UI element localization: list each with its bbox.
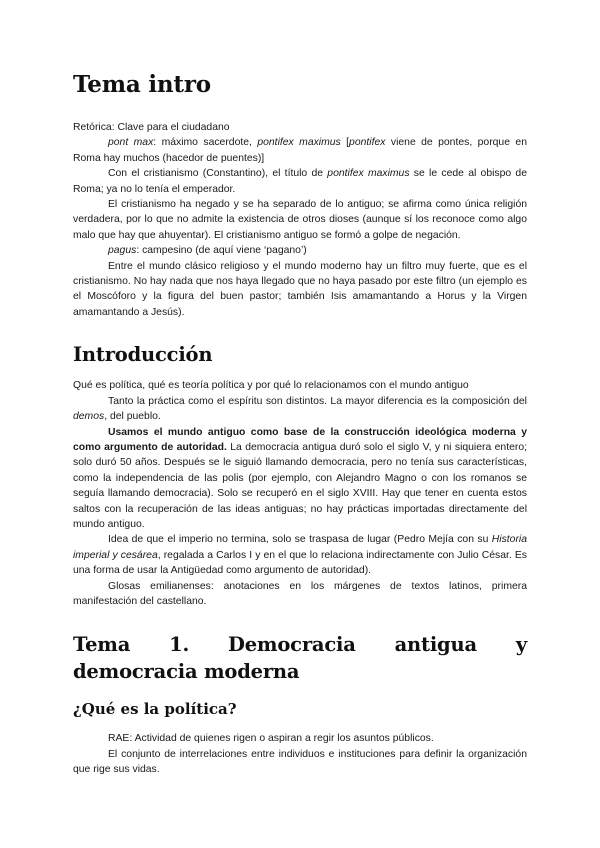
- paragraph-interrelaciones: El conjunto de interrelaciones entre individuos e instituciones para definir la organización que rige sus vidas.: [73, 748, 527, 776]
- term-pagus: pagus: [108, 245, 137, 257]
- paragraph-rae: RAE: Actividad de quienes rigen o aspiran a regir los asuntos públicos.: [108, 733, 434, 745]
- term-demos: demos: [73, 411, 105, 423]
- page-title: Tema intro: [73, 71, 211, 98]
- paragraph-cristianismo: El cristianismo ha negado y se ha separado de lo antiguo; se afirma como única religión verdadera, por lo que no admite la existencia de otros dioses (aunque sí los reconoce como algo malo que hay que ahuyentar). El cristianismo antiguo se formó a golpe de negación.: [73, 199, 527, 241]
- paragraph-constantino: Con el cristianismo (Constantino), el título de pontifex maximus se le cede al obispo de Roma; ya no lo tenía el emperador.: [73, 168, 527, 195]
- term-pont-max: pont max: [108, 137, 154, 149]
- paragraph-filtro: Entre el mundo clásico religioso y el mundo moderno hay un filtro muy fuerte, que es el cristianismo. No hay nada que nos haya llegado que no haya pasado por este filtro (un ejemplo es el Moscóforo y la figura del buen pastor; también Isis amamantando a Horus y la Virgen amamantando a Jesús).: [73, 260, 527, 318]
- paragraph-demos: Tanto la práctica como el espíritu son distintos. La mayor diferencia es la composición del demos, del pueblo.: [73, 395, 527, 423]
- paragraph-pont-max: pont max: máximo sacerdote, pontifex maximus [pontifex viene de pontes, porque en Roma hay muchos (hacedor de puentes)]: [73, 137, 527, 164]
- term-pontifex: pontifex: [349, 137, 386, 149]
- bold-statement: Usamos el mundo antiguo como base de la construcción ideológica moderna y como argumento de autoridad.: [73, 426, 527, 453]
- term-pontifex-maximus: pontifex maximus: [257, 137, 341, 149]
- term-pontifex-maximus-2: pontifex maximus: [327, 168, 410, 180]
- paragraph-retorica: Retórica: Clave para el ciudadano: [73, 122, 230, 133]
- term-historia-imperial: Historia imperial y cesárea: [73, 534, 527, 561]
- paragraph-imperio: Idea de que el imperio no termina, solo se traspasa de lugar (Pedro Mejía con su Historia imperial y cesárea, regalada a Carlos I y en el que lo relaciona indirectamente con Julio César. Es una forma de usar la Antigüedad como argumento de autoridad).: [73, 534, 528, 577]
- paragraph-que-es-politica: Qué es política, qué es teoría política y por qué lo relacionamos con el mundo antiguo: [73, 380, 469, 392]
- subheading-que-es-la-politica: ¿Qué es la política?: [73, 700, 237, 719]
- paragraph-glosas: Glosas emilianenses: anotaciones en los márgenes de textos latinos, primera manifestación del castellano.: [73, 580, 527, 607]
- section-heading-introduccion: Introducción: [73, 343, 213, 367]
- paragraph-pagus: pagus: campesino (de aquí viene ‘pagano’): [108, 245, 307, 257]
- paragraph-mundo-antiguo: Usamos el mundo antiguo como base de la construcción ideológica moderna y como argumento de autoridad. La democracia antigua duró solo el siglo V, y ni siquiera entero; solo duró 50 años. Después se le siguió llamando democracia, pero no tenía sus características, como la independencia de las polis (por ejemplo, con Alejandro Magno o con los romanos se seguía llamando democracia). Solo se recuperó en el siglo XVIII. Hay que tener en cuenta estos saltos con la recuperación de las ideas antiguas; no hay prácticas importadas directamente del mundo antiguo.: [73, 426, 527, 530]
- section-heading-tema-1: Tema 1. Democracia antigua y democracia moderna: [73, 633, 527, 684]
